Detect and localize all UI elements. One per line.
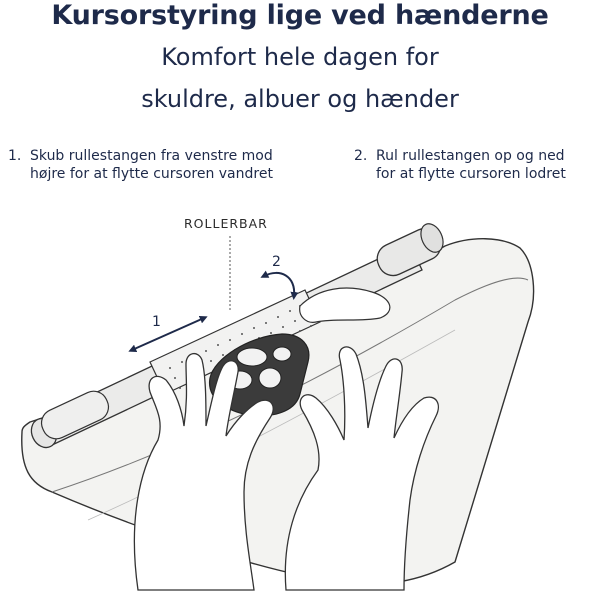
step-text-line-2: højre for at flytte cursoren vandret	[30, 166, 273, 182]
step-number: 2.	[354, 148, 368, 164]
top-button	[237, 348, 267, 366]
right-click-button	[259, 368, 281, 388]
step-text-line-2: for at flytte cursoren lodret	[376, 166, 566, 182]
step-text-line-1: Rul rullestangen op og ned	[376, 148, 565, 164]
scroll-button	[273, 347, 291, 361]
step-number: 1.	[8, 148, 22, 164]
arrow-1-label: 1	[152, 314, 161, 330]
subtitle-line-1: Komfort hele dagen for	[161, 43, 439, 71]
page-title: Kursorstyring lige ved hænderne	[51, 0, 549, 31]
arrow-2-label: 2	[272, 254, 281, 270]
rollerbar-callout-label: ROLLERBAR	[184, 216, 268, 231]
step-text-line-1: Skub rullestangen fra venstre mod	[30, 148, 273, 164]
subtitle-line-2: skuldre, albuer og hænder	[141, 85, 459, 113]
vertical-roll-arrow	[264, 273, 294, 296]
